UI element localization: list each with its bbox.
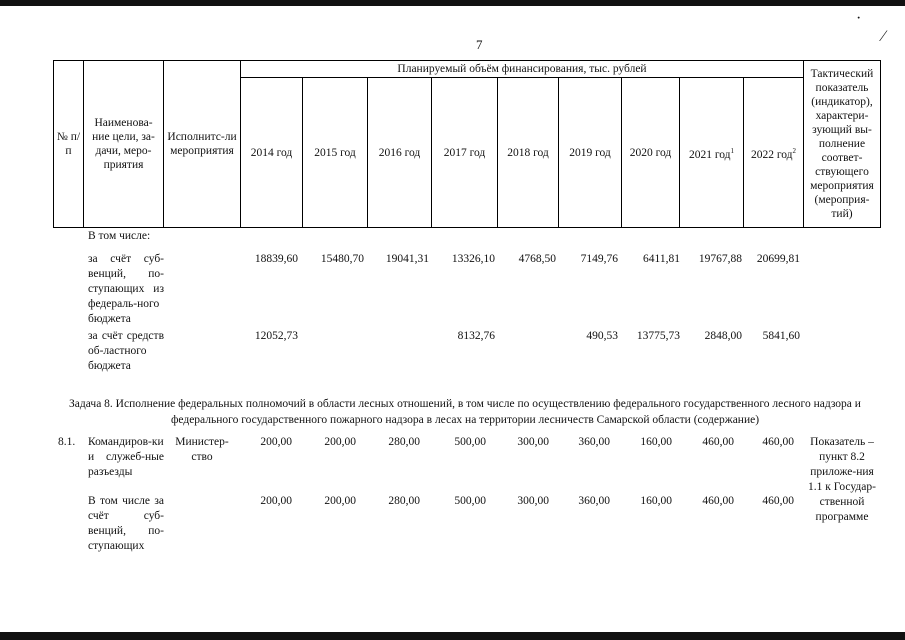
row-federal-label: за счёт суб-венций, по-ступающих из федераль-ного бюджета (88, 253, 164, 325)
value-2022: 20699,81 (756, 253, 800, 265)
year-header: 2014 год (241, 78, 303, 228)
year-header: 2018 год (498, 78, 559, 228)
top-border (0, 0, 905, 6)
page-number: 7 (476, 37, 483, 52)
value-2019: 360,00 (578, 436, 610, 448)
value-2018: 300,00 (517, 495, 549, 507)
value-2017: 13326,10 (451, 253, 495, 265)
value-2021: 2848,00 (704, 330, 742, 342)
table-header (53, 60, 881, 228)
row-8-1-executor: Министер-ство (175, 436, 229, 463)
value-2020: 13775,73 (636, 330, 680, 342)
year-header: 2019 год (559, 78, 622, 228)
value-2020: 160,00 (640, 436, 672, 448)
value-2018: 300,00 (517, 436, 549, 448)
value-2022: 460,00 (762, 495, 794, 507)
value-2020: 6411,81 (643, 253, 680, 265)
value-2018: 4768,50 (518, 253, 556, 265)
value-2016: 280,00 (388, 495, 420, 507)
year-header: 2017 год (432, 78, 498, 228)
year-header: 2021 год$^1$ (680, 78, 744, 228)
task-8-heading: Задача 8. Исполнение федеральных полномочий в области лесных отношений, в том числе по осуществлению федерального государственного лесного надзора и федерального государственного пожарного надзора в лесах на территории лесничеств Самарской области (содержание) (69, 398, 861, 426)
footnote-mark: 1 (730, 146, 735, 155)
value-2021: 19767,88 (698, 253, 742, 265)
value-2015: 200,00 (324, 436, 356, 448)
value-2014: 200,00 (260, 495, 292, 507)
row-8-1-indicator: Показатель – пункт 8.2 приложе-ния 1.1 к Государ-ственной программе (808, 436, 876, 523)
value-2017: 500,00 (454, 436, 486, 448)
value-2021: 460,00 (702, 436, 734, 448)
value-2015: 15480,70 (320, 253, 364, 265)
col-planned-header: Планируемый объём финансирования, тыс. рублей (241, 61, 804, 78)
pen-mark: ⁄ (882, 28, 885, 45)
row-8-1-number: 8.1. (58, 436, 76, 448)
value-2019: 7149,76 (580, 253, 618, 265)
value-2020: 160,00 (640, 495, 672, 507)
col-name-header: Наименова-ние цели, за-дачи, меро-приятия (84, 61, 164, 228)
year-header: 2015 год (303, 78, 368, 228)
row-8-1-label: Командиров-ки и служеб-ные разъезды (88, 436, 164, 478)
year-header: 2020 год (622, 78, 680, 228)
year-header: 2022 год$^2$ (744, 78, 804, 228)
in-total-label: В том числе: (88, 230, 151, 242)
value-2014: 12052,73 (254, 330, 298, 342)
value-2019: 490,53 (586, 330, 618, 342)
value-2017: 8132,76 (457, 330, 495, 342)
value-2021: 460,00 (702, 495, 734, 507)
footnote-mark: 2 (792, 146, 797, 155)
value-2019: 360,00 (578, 495, 610, 507)
value-2022: 5841,60 (762, 330, 800, 342)
bottom-border (0, 632, 905, 640)
value-2017: 500,00 (454, 495, 486, 507)
scan-dot-mark: · (856, 10, 862, 27)
col-num-header: № п/п (54, 61, 84, 228)
value-2016: 280,00 (388, 436, 420, 448)
value-2016: 19041,31 (385, 253, 429, 265)
col-executor-header: Исполнитс-ли мероприятия (164, 61, 241, 228)
value-2014: 200,00 (260, 436, 292, 448)
value-2014: 18839,60 (254, 253, 298, 265)
value-2022: 460,00 (762, 436, 794, 448)
row-regional-label: за счёт средств об-ластного бюджета (88, 330, 164, 372)
year-header: 2016 год (368, 78, 432, 228)
value-2015: 200,00 (324, 495, 356, 507)
col-indicator-header: Тактический показатель (индикатор), характери-зующий вы-полнение соответ-ствующего мероприятия (мероприя-тий) (804, 61, 881, 228)
row-8-1-sub-label: В том числе за счёт суб-венций, по-ступающих (88, 495, 164, 552)
